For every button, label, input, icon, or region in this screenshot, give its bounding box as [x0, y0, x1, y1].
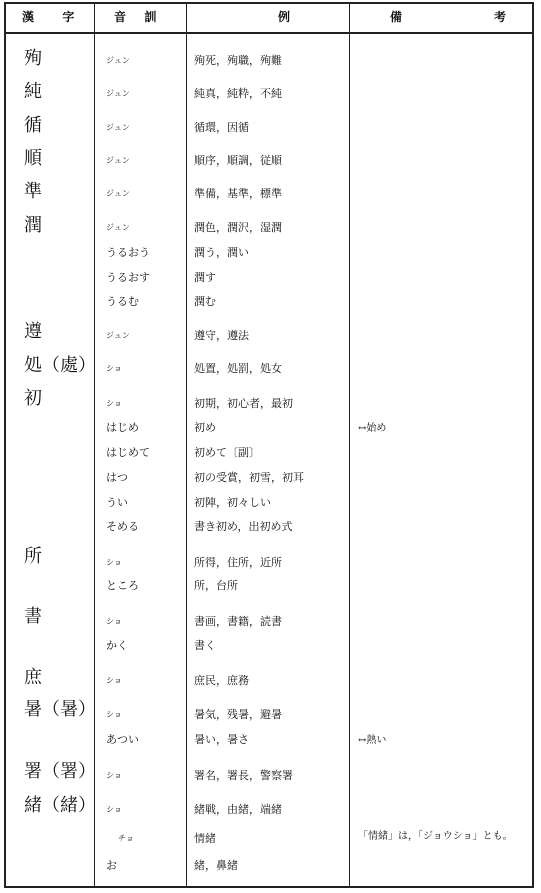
kanji-cell: 書	[24, 606, 42, 627]
column-divider	[94, 2, 95, 888]
kanji-cell: 準	[24, 181, 42, 202]
reading-cell: ジュン	[106, 89, 130, 98]
example-cell: 緒，鼻緒	[194, 859, 238, 872]
reading-cell: ショ	[106, 805, 122, 814]
example-cell: 殉死，殉職，殉難	[194, 54, 282, 67]
example-cell: 暑い，暑さ	[194, 733, 249, 746]
reading-cell: ジュン	[106, 331, 130, 340]
reading-cell: はじめて	[106, 446, 150, 459]
kanji-cell: 循	[24, 115, 42, 136]
reading-cell: はじめ	[106, 421, 139, 434]
header-notes	[390, 8, 506, 25]
column-divider	[186, 2, 187, 888]
example-cell: 潤う，潤い	[194, 246, 249, 259]
example-cell: 初期，初心者，最初	[194, 397, 293, 410]
reading-cell: あつい	[106, 733, 139, 746]
note-cell: ↔熱い	[358, 735, 387, 746]
example-cell: 庶民，庶務	[194, 674, 249, 687]
example-cell: 初めて〔副〕	[194, 446, 260, 459]
column-divider	[349, 2, 350, 888]
example-cell: 所得，住所，近所	[194, 556, 282, 569]
kanji-cell: 順	[24, 148, 42, 169]
reading-cell: ところ	[106, 579, 139, 592]
header-divider	[4, 32, 534, 34]
example-cell: 準備，基準，標準	[194, 187, 282, 200]
example-cell: 潤色，潤沢，湿潤	[194, 221, 282, 234]
example-cell: 遵守，遵法	[194, 329, 249, 342]
reading-cell: ショ	[106, 771, 122, 780]
header-kanji-1: 漢	[22, 10, 35, 24]
kanji-cell: 遵	[24, 321, 42, 342]
kanji-cell: 庶	[24, 667, 42, 688]
reading-cell: うるおう	[106, 246, 150, 259]
example-cell: 初め	[194, 421, 216, 434]
example-cell: 書く	[194, 639, 216, 652]
kanji-cell: 署（署）	[24, 761, 96, 782]
kanji-cell: 純	[24, 81, 42, 102]
kanji-cell: 緒（緒）	[24, 795, 96, 816]
reading-cell: ショ	[106, 676, 122, 685]
header-notes-1: 備	[390, 10, 403, 24]
reading-cell: はつ	[106, 471, 128, 484]
example-cell: 潤む	[194, 295, 216, 308]
header-example: 例	[278, 10, 291, 24]
reading-cell: ショ	[106, 710, 122, 719]
reading-cell: うるむ	[106, 295, 139, 308]
reading-cell: ジュン	[106, 123, 130, 132]
reading-cell: ジュン	[106, 56, 130, 65]
reading-cell: かく	[106, 639, 128, 652]
reading-cell: うるおす	[106, 271, 150, 284]
reading-cell: ショ	[106, 558, 122, 567]
reading-cell: お	[106, 859, 117, 872]
kanji-cell: 所	[24, 546, 42, 567]
example-cell: 情緒	[194, 832, 216, 845]
reading-cell: そめる	[106, 520, 139, 533]
reading-cell: ショ	[106, 364, 122, 373]
kanji-cell: 潤	[24, 215, 42, 236]
example-cell: 書画，書籍，読書	[194, 615, 282, 628]
header-onkun-2: 訓	[144, 10, 157, 24]
example-cell: 初陣，初々しい	[194, 496, 271, 509]
note-cell: ↔始め	[358, 423, 387, 434]
example-cell: 順序，順調，従順	[194, 154, 282, 167]
kanji-cell: 殉	[24, 48, 42, 69]
table-frame	[4, 2, 534, 888]
reading-cell: うい	[106, 496, 128, 509]
example-cell: 処置，処罰，処女	[194, 362, 282, 375]
example-cell: 潤す	[194, 271, 216, 284]
header-onkun	[114, 8, 174, 25]
kanji-cell: 暑（暑）	[24, 699, 96, 720]
reading-cell: ショ	[106, 617, 122, 626]
reading-cell: ショ	[106, 399, 122, 408]
example-cell: 循環，因循	[194, 121, 249, 134]
header-kanji-2: 字	[62, 10, 75, 24]
example-cell: 所，台所	[194, 579, 238, 592]
reading-cell: ジュン	[106, 156, 130, 165]
example-cell: 純真，純粋，不純	[194, 87, 282, 100]
example-cell: 暑気，残暑，避暑	[194, 708, 282, 721]
note-cell: 「情緒」は，「ジョウショ」とも。	[358, 831, 513, 842]
header-notes-2: 考	[493, 10, 506, 24]
example-cell: 緒戦，由緒，端緒	[194, 803, 282, 816]
example-cell: 署名，署長，警察署	[194, 769, 293, 782]
header-kanji	[22, 8, 82, 25]
reading-cell: チョ	[118, 834, 134, 843]
kanji-cell: 処（處）	[24, 355, 96, 376]
reading-cell: ジュン	[106, 223, 130, 232]
reading-cell: ジュン	[106, 189, 130, 198]
kanji-cell: 初	[24, 388, 42, 409]
header-onkun-1: 音	[114, 10, 127, 24]
example-cell: 書き初め，出初め式	[194, 520, 293, 533]
example-cell: 初の受賞，初雪，初耳	[194, 471, 304, 484]
